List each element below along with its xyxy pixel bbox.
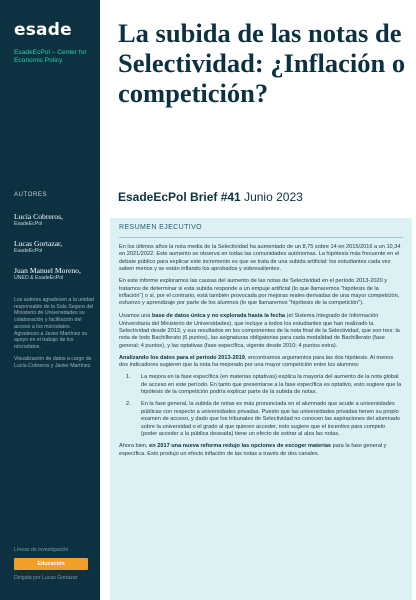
list-item: 2. En la fase general, la subida de notas es más pronunciada en el alumnado que acude a universidades públicas con respecto a universidades privadas. Puesto que las universidades privadas tienen su propio examen de acceso, y dado que los tribunales de Selectividad no conocen las aspiraciones del alumnado sobre la universidad o el grado al que quieren acceder, esto sugiere que el incentivo para competir (poder acceder a la pública deseada) tiene un efecto de estirar al alza las notas.: [126, 401, 401, 437]
summary-paragraph: En este informe exploramos las causas del aumento de las notas de Selectividad en el período 2013-2020 y tratamos de determinar si esta subida responde a un empuje artificial (lo que llamaremos "hipótesis de la inflación") o si, por el contrario, está también provocada por mejoras reales derivadas de una mayor competición, esfuerzo y aprendizaje por parte de los alumnos (lo que llamaremos "hipótesis de la competición").: [119, 278, 400, 307]
author-entry: [14, 212, 98, 228]
brief-line: [118, 190, 303, 204]
summary-paragraph: Ahora bien, en 2017 una nueva reforma redujo las opciones de escoger materias para la fase general y específica. Esto produjo un efecto inflación de las notas a través de dos canales.: [119, 443, 387, 457]
summary-paragraph: Analizando los datos para el periodo 2013-2019, encontramos argumentos para las dos hipótesis. Al menos dos indicadores sugieren que la nota ha mejorado por una mayor competición entre los alumnos:: [119, 354, 394, 369]
author-name: Lucas Gortazar,: [14, 239, 63, 248]
author-entry: [14, 239, 98, 255]
esade-logo: esade: [14, 20, 72, 40]
summary-paragraph: En los últimos años la nota media de la Selectividad ha aumentado de un 8,75 sobre 14 en 2015/2016 a un 10,34 en 2021/2022. Este aumento se observa en todas las comunidades autónomas. La hipótesis más frecuente en el debate público para explicar este incremento es que se trata de una subida artificial: los estudiantes cada vez saben menos y se están inflando los aprobados y sobresalientes.: [119, 244, 401, 273]
directed-by: Dirigida por Lucas Gortazar: [14, 575, 78, 581]
authors-heading: AUTORES: [14, 192, 48, 198]
acknowledgements: Los autores agradecen a la unidad responsable de la Sala Segura del Ministerio de Universidades su colaboración y facilitación del acceso a los microdatos. Agradecen a Javier Martínez su apoyo en el trabajo de los microdatos.: [14, 297, 94, 350]
sidebar: [0, 0, 100, 600]
brief-label: EsadeEcPol Brief #41: [118, 190, 241, 204]
author-affiliation: UNED & EsadeEcPol: [14, 275, 64, 281]
research-line-badge[interactable]: Educación: [14, 558, 88, 570]
research-lines-heading: Líneas de investigación: [14, 547, 69, 553]
author-name: Juan Manuel Moreno,: [14, 266, 81, 275]
author-entry: [14, 266, 98, 282]
findings-list: [119, 374, 403, 438]
executive-summary: [110, 218, 412, 600]
center-name: EsadeEcPol – Center for Economic Policy: [14, 49, 87, 65]
summary-divider: [119, 237, 403, 238]
author-name: Lucía Cobreros,: [14, 212, 63, 221]
visualization-credit: Visualización de datos a cargo de Lucía Cobreros y Javier Martínez.: [14, 356, 92, 369]
list-item: 1. La mejora en la fase específica (en materias optativas) explica la mayoría del aumento de la nota global de acceso en este período. En tanto que presentarse a la fase específica es optativo, esto sugiere que la hipótesis de la competición podría explicar parte de la subida de notas.: [126, 374, 402, 395]
author-affiliation: EsadeEcPol: [14, 248, 43, 254]
document-title: La subida de las notas de Selectividad: ¿Inflación o competición?: [118, 18, 406, 108]
author-affiliation: EsadeEcPol: [14, 221, 43, 227]
brief-date: Junio 2023: [244, 190, 303, 204]
summary-heading: RESUMEN EJECUTIVO: [119, 224, 203, 231]
summary-paragraph: Usamos una base de datos única y no explorada hasta la fecha (el Sistema Integrado de Información Universitaria del Ministerio de Universidades), que incluye a todos los estudiantes que han realizado la Selectividad desde 2013, y sus resultados en los componentes de la nota final de la Selectividad, que son tres: la nota de todo Bachillerato (6 puntos), las asignaturas obligatorias para cada modalidad de Bachillerato (fase general; 4 puntos), y las optativas (fase específica, vigente desde 2010; 4 puntos extra).: [119, 313, 400, 349]
